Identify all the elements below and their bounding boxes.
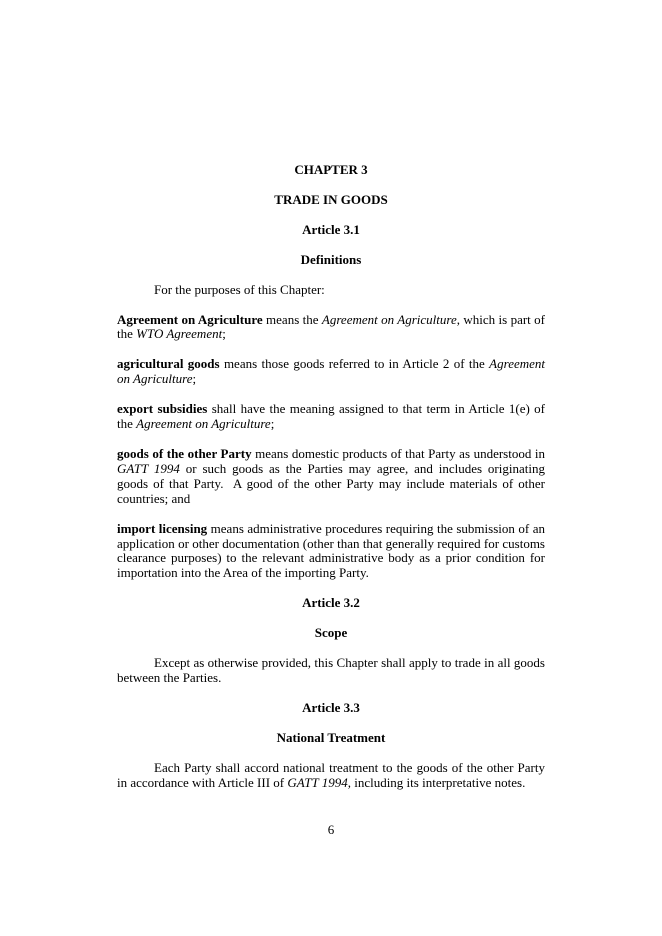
- scope-paragraph: [117, 656, 545, 686]
- document-content: [117, 163, 545, 790]
- cited-agreement: GATT 1994,: [287, 774, 351, 790]
- text-segment: means domestic products of that Party as understood in: [251, 445, 546, 461]
- cited-agreement: Agreement on Agriculture: [321, 311, 457, 327]
- text-segment: , which is part of the: [117, 311, 546, 342]
- defined-term: Agreement on Agriculture: [117, 311, 263, 327]
- definition-import-licensing: [117, 522, 545, 582]
- cited-agreement: WTO Agreement: [136, 326, 223, 342]
- text-segment: For the purposes of this Chapter:: [154, 281, 325, 297]
- text-segment: ;: [222, 326, 226, 342]
- text-segment: Each Party shall accord national treatment to the goods of the other Party in accordance with Article III of: [117, 759, 545, 790]
- cited-agreement: Agreement on Agriculture: [136, 416, 271, 432]
- chapter-title-heading: TRADE IN GOODS: [274, 191, 388, 207]
- text-segment: Except as otherwise provided, this Chapter shall apply to trade in all goods between the Parties.: [117, 655, 545, 685]
- article-3-2-heading: Article 3.2: [302, 595, 360, 611]
- cited-agreement: Agreement on Agriculture: [117, 356, 545, 387]
- defined-term: import licensing: [117, 520, 208, 536]
- article-3-1-title-heading: Definitions: [300, 251, 362, 267]
- definitions-intro-paragraph: [117, 283, 545, 298]
- defined-term: export subsidies: [117, 401, 208, 417]
- definition-agreement-on-agriculture: [117, 313, 545, 343]
- article-3-2-title-heading: Scope: [314, 625, 348, 641]
- definition-agricultural-goods: [117, 357, 545, 387]
- text-segment: means those goods referred to in Article 2 of the: [219, 356, 490, 372]
- text-segment: means administrative procedures requiring the submission of an application or other documentation (other than that generally required for customs clearance purposes) to the relevant administrative body as a prior condition for importation into the Area of the importing Party.: [117, 520, 545, 581]
- page-number: 6: [327, 822, 335, 837]
- text-segment: shall have the meaning assigned to that term in Article 1(e) of the: [117, 401, 545, 432]
- text-segment: ;: [192, 371, 197, 387]
- article-3-3-title-heading: National Treatment: [276, 729, 386, 745]
- cited-agreement: GATT 1994: [117, 460, 180, 476]
- text-segment: including its interpretative notes.: [350, 774, 526, 790]
- article-3-3-heading: Article 3.3: [302, 699, 360, 715]
- text-segment: or such goods as the Parties may agree, and includes originating goods of that Party. A good of the other Party may include materials of other countries; and: [117, 460, 545, 506]
- definition-goods-of-the-other-party: [117, 447, 545, 507]
- defined-term: goods of the other Party: [117, 445, 252, 461]
- defined-term: agricultural goods: [117, 356, 220, 372]
- text-segment: ;: [270, 416, 275, 432]
- text-segment: means the: [262, 311, 322, 327]
- national-treatment-paragraph: [117, 761, 545, 791]
- article-3-1-heading: Article 3.1: [302, 221, 360, 237]
- definition-export-subsidies: [117, 402, 545, 432]
- chapter-number-heading: CHAPTER 3: [294, 162, 368, 177]
